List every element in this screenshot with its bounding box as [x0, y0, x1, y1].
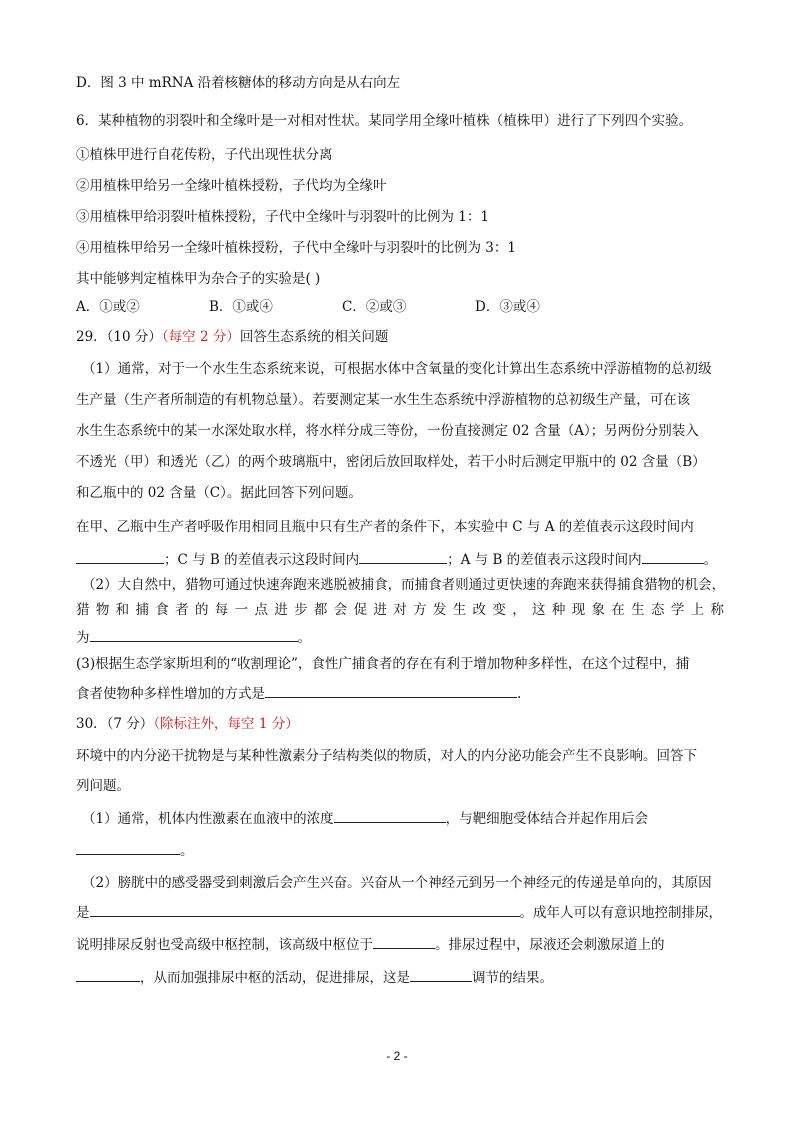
q29-line7-text-c: 。 — [703, 552, 718, 568]
option-c: C．②或③ — [342, 299, 407, 315]
q29-part2-line2: 猎物和捕食者的每一点进步都会促进对方发生改变，这种现象在生态学上称 — [76, 602, 724, 618]
q30-part2-text-c: 说明排尿反射也受高级中枢控制，该高级中枢位于 — [76, 937, 373, 953]
question-30-number: 30．（7 分） — [76, 716, 154, 732]
q29-part3-suffix: . — [517, 686, 522, 702]
q30-part1-line2 — [76, 840, 724, 860]
question-30-heading — [76, 714, 724, 734]
answer-blank[interactable] — [334, 808, 446, 823]
q30-part2-text-d: 。排尿过程中，尿液还会刺激尿道上的 — [435, 937, 665, 953]
q29-part1-line5: 和乙瓶中的 02 含量（C）。据此回答下列问题。 — [76, 485, 362, 501]
answer-blank[interactable] — [76, 549, 164, 564]
question-6-experiment-2: ②用植株甲给另一全缘叶植株授粉，子代均为全缘叶 — [76, 178, 387, 194]
q29-part2-suffix: 。 — [297, 630, 311, 646]
answer-blank[interactable] — [642, 549, 704, 564]
question-6-experiment-4: ④用植株甲给另一全缘叶植株授粉，子代中全缘叶与羽裂叶的比例为 3：1 — [76, 240, 516, 256]
option-a: A．①或② — [76, 299, 140, 315]
q29-part2-line3 — [76, 627, 724, 647]
q30-part1-text-a: （1）通常，机体内性激素在血液中的浓度 — [82, 811, 334, 827]
q30-part2-line4 — [76, 967, 724, 987]
question-6-options — [76, 297, 724, 317]
question-6-ask: 其中能够判定植株甲为杂合子的实验是( ) — [76, 271, 321, 287]
q29-part1-line1: （1）通常，对于一个水生生态系统来说，可根据水体中含氧量的变化计算出生态系统中浮游植物的总初级 — [82, 361, 712, 377]
q29-part2-line1: （2）大自然中，猎物可通过快速奔跑来逃脱被捕食，而捕食者则通过更快速的奔跑来获得捕食猎物的机会， — [82, 577, 726, 593]
page-number: - 2 - — [386, 1049, 408, 1063]
answer-blank[interactable] — [76, 967, 140, 982]
question-6-experiment-1: ①植株甲进行自花传粉，子代出现性状分离 — [76, 147, 333, 163]
q30-intro-line1: 环境中的内分泌干扰物是与某种性激素分子结构类似的物质，对人的内分泌功能会产生不良影响。回答下 — [76, 748, 697, 764]
q29-part1-line7 — [76, 549, 724, 569]
q30-part2-text-e: ，从而加强排尿中枢的活动，促进排尿，这是 — [140, 970, 410, 986]
answer-blank[interactable] — [373, 934, 435, 949]
question-6-experiment-3: ③用植株甲给羽裂叶植株授粉，子代中全缘叶与羽裂叶的比例为 1：1 — [76, 209, 489, 225]
q29-part3-line1: (3)根据生态学家斯坦利的“收割理论”，食性广捕食者的存在有利于增加物种多样性，在这个过程中，捕 — [76, 656, 690, 672]
answer-blank[interactable] — [359, 549, 447, 564]
q29-part1-line2: 生产量（生产者所制造的有机物总量）。若要测定某一水生生态系统中浮游植物的总初级生产量，可在该 — [76, 392, 691, 408]
option-b: B．①或④ — [209, 299, 273, 315]
answer-blank[interactable] — [90, 902, 520, 917]
q30-part2-prefix: 是 — [76, 905, 90, 921]
question-29-scoring-note: （每空 2 分） — [161, 329, 240, 345]
q29-part3-line2 — [76, 683, 724, 703]
q30-part2-text-b: 。成年人可以有意识地控制排尿， — [519, 905, 722, 921]
q30-part1-end: 。 — [180, 843, 194, 859]
answer-blank[interactable] — [90, 627, 298, 642]
question-29-title: 回答生态系统的相关问题 — [239, 329, 389, 345]
q30-part2-line3 — [76, 934, 724, 954]
question-6-stem: 6．某种植物的羽裂叶和全缘叶是一对相对性状。某同学用全缘叶植株（植株甲）进行了下列四个实验。 — [76, 113, 693, 129]
q29-part2-prefix: 为 — [76, 630, 90, 646]
q29-line7-text-b: ；A 与 B 的差值表示这段时间内 — [447, 552, 642, 568]
q30-part2-line2 — [76, 902, 724, 922]
question-29-number: 29．（10 分） — [76, 329, 162, 345]
q29-part1-line4: 不透光（甲）和透光（乙）的两个玻璃瓶中，密闭后放回取样处，若干小时后测定甲瓶中的 02 含量（B） — [76, 454, 706, 470]
q29-line7-text-a: ；C 与 B 的差值表示这段时间内 — [164, 552, 360, 568]
q30-intro-line2: 列问题。 — [76, 778, 130, 794]
q29-part3-prefix: 食者使物种多样性增加的方式是 — [76, 686, 265, 702]
answer-blank[interactable] — [76, 840, 180, 855]
q29-part1-line6: 在甲、乙瓶中生产者呼吸作用相同且瓶中只有生产者的条件下，本实验中 C 与 A 的差值表示这段时间内 — [76, 519, 694, 535]
q30-part1-text-b: ，与靶细胞受体结合并起作用后会 — [445, 811, 649, 827]
question-29-heading — [76, 327, 724, 347]
option-d: D．③或④ — [475, 299, 540, 315]
q30-part2-text-f: 调节的结果。 — [472, 970, 553, 986]
answer-blank[interactable] — [265, 683, 517, 698]
q30-part1-line1 — [82, 808, 724, 828]
answer-blank[interactable] — [410, 967, 472, 982]
q30-part2-line1: （2）膀胱中的感受器受到刺激后会产生兴奋。兴奋从一个神经元到另一个神经元的传递是单向的，其原因 — [82, 875, 712, 891]
question-option-d: D．图 3 中 mRNA 沿着核糖体的移动方向是从右向左 — [76, 75, 401, 91]
q29-part1-line3: 水生生态系统中的某一水深处取水样，将水样分成三等份，一份直接测定 02 含量（A）；另两份分别装入 — [76, 423, 699, 439]
question-30-scoring-note: （除标注外，每空 1 分） — [153, 716, 299, 732]
